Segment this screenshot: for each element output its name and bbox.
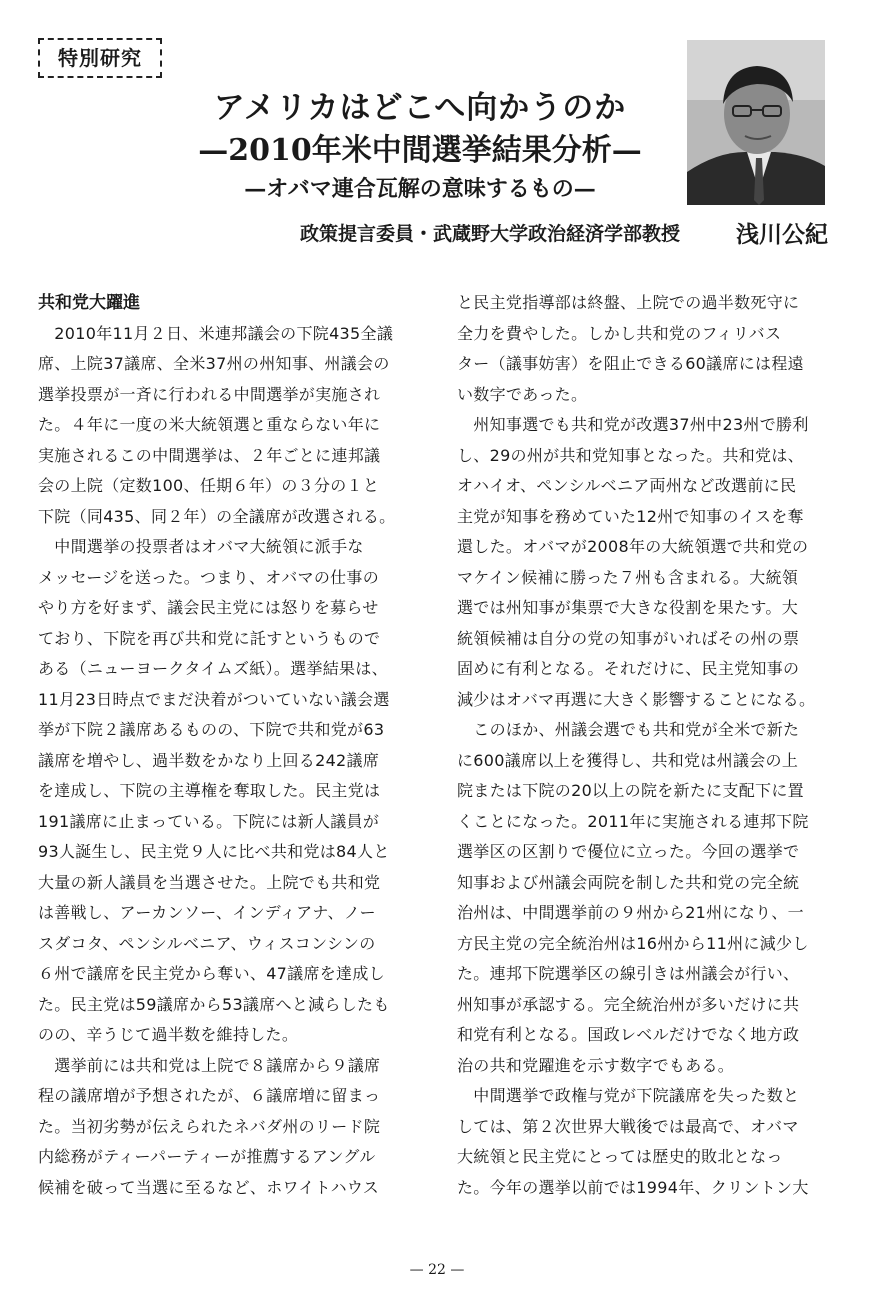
left-text (38, 319, 410, 1204)
text-line: 減少はオバマ再選に大きく影響することになる。 (457, 689, 816, 709)
text-line: 下院（同435、同２年）の全議席が改選される。 (38, 506, 396, 526)
page-number: — 22 — (409, 1262, 465, 1278)
author-byline (300, 219, 828, 246)
text-line: 候補を破って当選に至るなど、ホワイトハウス (38, 1177, 380, 1197)
text-line: メッセージを送った。つまり、オバマの仕事の (38, 567, 380, 587)
text-line: 州知事選でも共和党が改選37州中23州で勝利 (457, 415, 809, 434)
text-line: くことになった。2011年に実施される連邦下院 (457, 811, 809, 831)
text-line: た。連邦下院選挙区の線引きは州議会が行い、 (457, 964, 800, 983)
text-line: 191議席に止まっている。下院には新人議員が (38, 811, 380, 831)
text-line: 主党が知事を務めていた12州で知事のイスを奪 (457, 506, 804, 526)
text-line: た。今年の選挙以前では1994年、クリントン大 (457, 1177, 809, 1197)
author-portrait-image (687, 40, 825, 205)
article-title: アメリカはどこへ向かうのか (213, 90, 627, 126)
text-line: 大量の新人議員を当選させた。上院でも共和党 (38, 872, 381, 892)
special-research-tag (38, 38, 162, 78)
text-line: た。民主党は59議席から53議席へと減らしたも (38, 994, 390, 1014)
text-line: オハイオ、ペンシルベニア両州など改選前に民 (457, 476, 797, 495)
text-line: 統領候補は自分の党の知事がいればその州の票 (457, 628, 800, 648)
text-line: 選挙区の区割りで優位に立った。今回の選挙で (457, 842, 800, 861)
text-line: は善戦し、アーカンソー、インディアナ、ノー (38, 903, 376, 922)
text-line: 院または下院の20以上の院を新たに支配下に置 (457, 781, 804, 800)
text-line: 2010年11月２日、米連邦議会の下院435全議 (38, 323, 394, 343)
text-line: た。４年に一度の米大統領選と重ならない年に (38, 415, 381, 434)
text-line: 大統領と民主党にとっては歴史的敗北となっ (457, 1147, 783, 1166)
text-line: 中間選挙で政権与党が下院議席を失った数と (457, 1086, 800, 1105)
text-line: た。当初劣勢が伝えられたネバダ州のリード院 (38, 1116, 381, 1136)
text-line: 固めに有利となる。それだけに、民主党知事の (457, 659, 800, 678)
article-subtitle-2: —オバマ連合瓦解の意味するもの— (244, 176, 596, 202)
text-line: に600議席以上を獲得し、共和党は州議会の上 (457, 750, 799, 770)
text-line: 93人誕生し、民主党９人に比べ共和党は84人と (38, 842, 390, 861)
right-text (457, 288, 829, 1203)
text-line: やり方を好まず、議会民主党には怒りを募らせ (38, 598, 379, 617)
text-line: マケイン候補に勝った７州も含まれる。大統領 (457, 567, 799, 587)
text-line: 還した。オバマが2008年の大統領選で共和党の (457, 537, 809, 556)
right-column (457, 288, 829, 1203)
text-line: 知事および州議会両院を制した共和党の完全統 (457, 872, 800, 892)
text-line: ある（ニューヨークタイムズ紙）。選挙結果は、 (38, 659, 388, 678)
text-line: のの、辛うじて過半数を維持した。 (38, 1025, 299, 1044)
text-line: 席、上院37議席、全米37州の州知事、州議会の (38, 354, 390, 373)
text-line: を達成し、下院の主導権を奪取した。民主党は (38, 781, 381, 800)
left-column (38, 288, 410, 1203)
text-line: 挙が下院２議席あるものの、下院で共和党が63 (38, 720, 385, 739)
text-line: 全力を費やした。しかし共和党のフィリバス (457, 323, 782, 343)
text-line: 程の議席増が予想されたが、６議席増に留まっ (38, 1086, 381, 1105)
text-line: このほか、州議会選でも共和党が全米で新た (457, 720, 800, 739)
text-line: 選では州知事が集票で大きな役割を果たす。大 (457, 598, 799, 617)
text-line: 11月23日時点でまだ決着がついていない議会選 (38, 689, 390, 709)
text-line: 治の共和党躍進を示す数字でもある。 (457, 1055, 735, 1075)
text-line: し、29の州が共和党知事となった。共和党は、 (457, 445, 804, 465)
text-line: 実施されるこの中間選挙は、２年ごとに連邦議 (38, 445, 381, 465)
text-line: と民主党指導部は終盤、上院での過半数死守に (457, 293, 800, 312)
text-line: 選挙投票が一斉に行われる中間選挙が実施され (38, 384, 381, 404)
text-line: 治州は、中間選挙前の９州から21州になり、一 (457, 903, 804, 922)
text-line: 選挙前には共和党は上院で８議席から９議席 (38, 1055, 381, 1075)
author-affiliation: 政策提言委員・武蔵野大学政治経済学部教授 (300, 223, 681, 245)
text-line: 議席を増やし、過半数をかなり上回る242議席 (38, 750, 380, 770)
text-line: 和党有利となる。国政レベルだけでなく地方政 (457, 1025, 800, 1044)
text-line: 州知事が承認する。完全統治州が多いだけに共 (457, 994, 800, 1014)
text-line: 内総務がティーパーティーが推薦するアングル (38, 1147, 376, 1166)
text-line: ター（議事妨害）を阻止できる60議席には程遠 (457, 354, 804, 373)
text-line: スダコタ、ペンシルベニア、ウィスコンシンの (38, 933, 376, 953)
tag-label: 特別研究 (58, 46, 142, 70)
text-line: 会の上院（定数100、任期６年）の３分の１と (38, 476, 380, 495)
text-line: 中間選挙の投票者はオバマ大統領に派手な (38, 537, 364, 556)
article-subtitle: —2010年米中間選挙結果分析— (198, 133, 642, 168)
text-line: 方民主党の完全統治州は16州から11州に減少し (457, 933, 809, 953)
text-line: しては、第２次世界大戦後では最高で、オバマ (457, 1116, 799, 1136)
text-line: ており、下院を再び共和党に託すというもので (38, 628, 381, 648)
text-line: ６州で議席を民主党から奪い、47議席を達成し (38, 964, 385, 983)
author-photo (687, 40, 825, 205)
text-line: い数字であった。 (457, 384, 588, 404)
section-heading: 共和党大躍進 (38, 293, 140, 313)
author-name: 浅川公紀 (736, 221, 828, 248)
